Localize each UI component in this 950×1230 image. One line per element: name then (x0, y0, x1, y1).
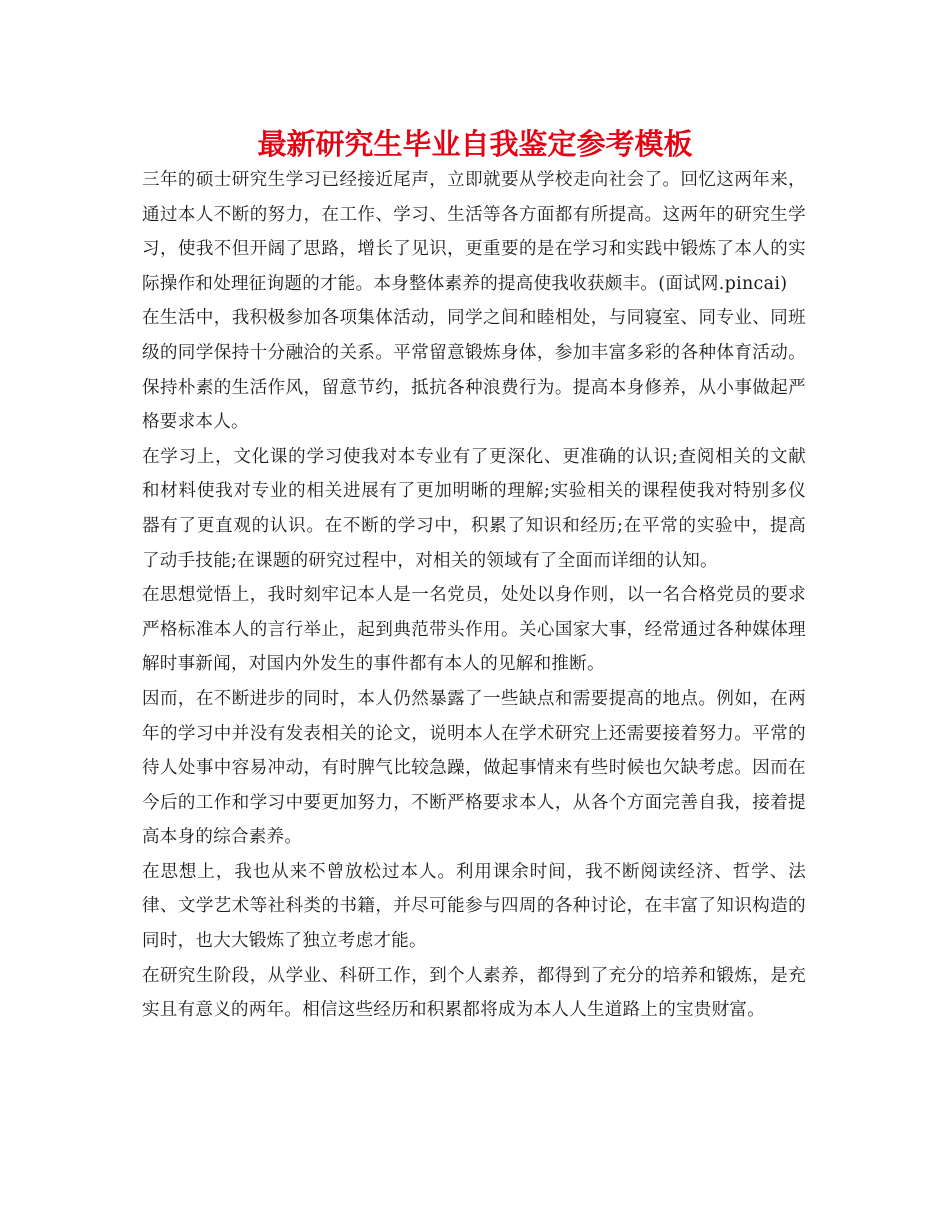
paragraph-life: 在生活中，我积极参加各项集体活动，同学之间和睦相处，与同寝室、同专业、同班级的同学保持十分融洽的关系。平常留意锻炼身体，参加丰富多彩的各种体育活动。保持朴素的生活作风，留意节约，抵抗各种浪费行为。提高本身修养，从小事做起严格要求本人。 (142, 308, 806, 433)
paragraph-thinking: 在思想上，我也从来不曾放松过本人。利用课余时间，我不断阅读经济、哲学、法律、文学艺术等社科类的书籍，并尽可能参与四周的各种讨论，在丰富了知识构造的同时，也大大锻炼了独立考虑才能。 (142, 861, 806, 952)
paragraph-conclusion: 在研究生阶段，从学业、科研工作，到个人素养，都得到了充分的培养和锻炼，是充实且有意义的两年。相信这些经历和积累都将成为本人人生道路上的宝贵财富。 (142, 965, 806, 1021)
document-title: 最新研究生毕业自我鉴定参考模板 (257, 127, 693, 161)
paragraph-ideology: 在思想觉悟上，我时刻牢记本人是一名党员，处处以身作则，以一名合格党员的要求严格标准本人的言行举止，起到典范带头作用。关心国家大事，经常通过各种媒体理解时事新闻，对国内外发生的事件都有本人的见解和推断。 (142, 585, 806, 675)
document-body (142, 163, 806, 1028)
paragraph-intro: 三年的硕士研究生学习已经接近尾声，立即就要从学校走向社会了。回忆这两年来，通过本人不断的努力，在工作、学习、生活等各方面都有所提高。这两年的研究生学习，使我不但开阔了思路，增长了见识，更重要的是在学习和实践中锻炼了本人的实际操作和处理征询题的才能。本身整体素养的提高使我收获颇丰。(面试网.pincai) (142, 170, 806, 294)
paragraph-shortcomings: 因而，在不断进步的同时，本人仍然暴露了一些缺点和需要提高的地点。例如，在两年的学习中并没有发表相关的论文，说明本人在学术研究上还需要接着努力。平常的待人处事中容易冲动，有时脾气比较急躁，做起事情来有些时候也欠缺考虑。因而在今后的工作和学习中要更加努力，不断严格要求本人，从各个方面完善自我，接着提高本身的综合素养。 (142, 688, 806, 848)
paragraph-study: 在学习上，文化课的学习使我对本专业有了更深化、更准确的认识;查阅相关的文献和材料使我对专业的相关进展有了更加明晰的理解;实验相关的课程使我对特别多仪器有了更直观的认识。在不断的学习中，积累了知识和经历;在平常的实验中，提高了动手技能;在课题的研究过程中，对相关的领域有了全面而详细的认知。 (142, 446, 806, 571)
